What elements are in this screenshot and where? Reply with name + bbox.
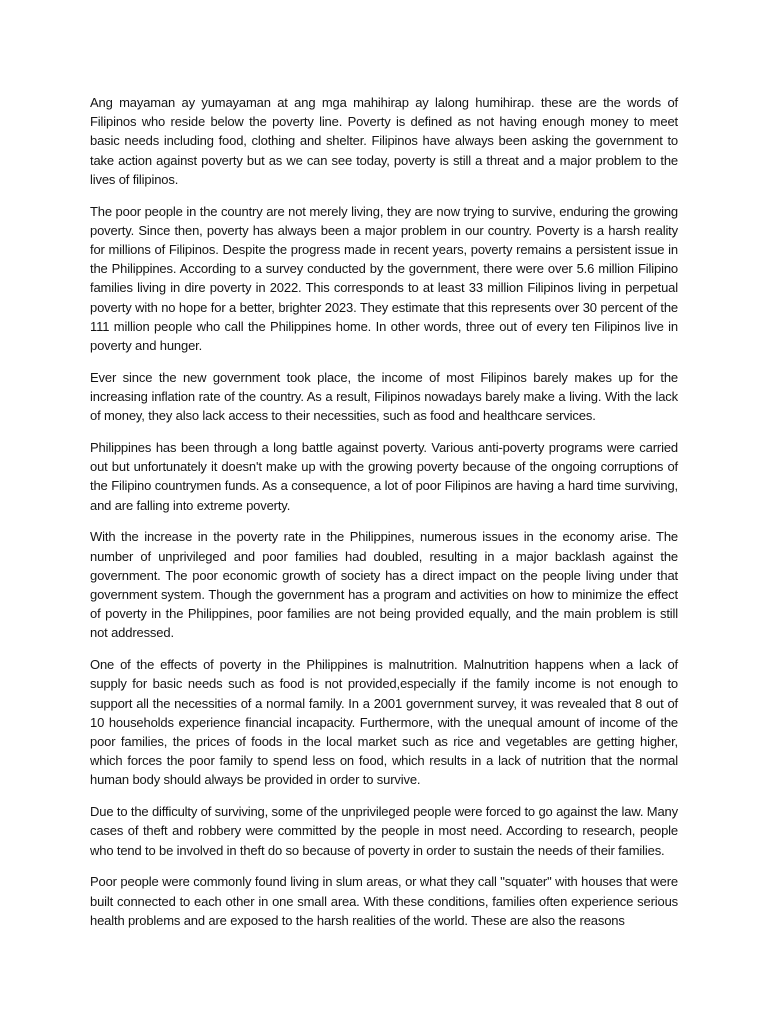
paragraph-4: Philippines has been through a long battle against poverty. Various anti-poverty programs were carried out but unfortunately it doesn't make up with the growing poverty because of the ongoing corruptions of the Filipino countrymen funds. As a consequence, a lot of poor Filipinos are having a hard time surviving, and are falling into extreme poverty. bbox=[90, 440, 678, 513]
paragraph-2: The poor people in the country are not merely living, they are now trying to survive, enduring the growing poverty. Since then, poverty has always been a major problem in our country. Poverty is a harsh reality for millions of Filipinos. Despite the progress made in recent years, poverty remains a persistent issue in the Philippines. According to a survey conducted by the government, there were over 5.6 million Filipino families living in dire poverty in 2022. This corresponds to at least 33 million Filipinos living in perpetual poverty with no hope for a better, brighter 2023. They estimate that this represents over 30 percent of the 111 million people who call the Philippines home. In other words, three out of every ten Filipinos live in poverty and hunger. bbox=[90, 203, 678, 354]
paragraph-7: Due to the difficulty of surviving, some of the unprivileged people were forced to go against the law. Many cases of theft and robbery were committed by the people in most need. According to research, people who tend to be involved in theft do so because of poverty in order to sustain the needs of their families. bbox=[90, 804, 678, 858]
paragraph-8: Poor people were commonly found living in slum areas, or what they call "squater" with houses that were built connected to each other in one small area. With these conditions, families often experience serious health problems and are exposed to the harsh realities of the world. These are also the reasons bbox=[90, 874, 678, 928]
paragraph-5: With the increase in the poverty rate in the Philippines, numerous issues in the economy arise. The number of unprivileged and poor families had doubled, resulting in a major backlash against the government. The poor economic growth of society has a direct impact on the people living under that government system. Though the government has a program and activities on how to minimize the effect of poverty in the Philippines, poor families are not being provided equally, and the main problem is still not addressed. bbox=[90, 529, 678, 641]
document-body bbox=[90, 93, 678, 943]
paragraph-6: One of the effects of poverty in the Philippines is malnutrition. Malnutrition happens when a lack of supply for basic needs such as food is not provided,especially if the family income is not enough to support all the necessities of a normal family. In a 2001 government survey, it was revealed that 8 out of 10 households experience financial incapacity. Furthermore, with the unequal amount of income of the poor families, the prices of foods in the local market such as rice and vegetables are getting higher, which forces the poor family to spend less on food, which results in a lack of nutrition that the normal human body should always be provided in order to survive. bbox=[90, 657, 678, 788]
paragraph-3: Ever since the new government took place, the income of most Filipinos barely makes up for the increasing inflation rate of the country. As a result, Filipinos nowadays barely make a living. With the lack of money, they also lack access to their necessities, such as food and healthcare services. bbox=[90, 369, 678, 424]
paragraph-1: Ang mayaman ay yumayaman at ang mga mahihirap ay lalong humihirap. these are the words of Filipinos who reside below the poverty line. Poverty is defined as not having enough money to meet basic needs including food, clothing and shelter. Filipinos have always been asking the government to take action against poverty but as we can see today, poverty is still a threat and a major problem to the lives of filipinos. bbox=[90, 95, 678, 187]
